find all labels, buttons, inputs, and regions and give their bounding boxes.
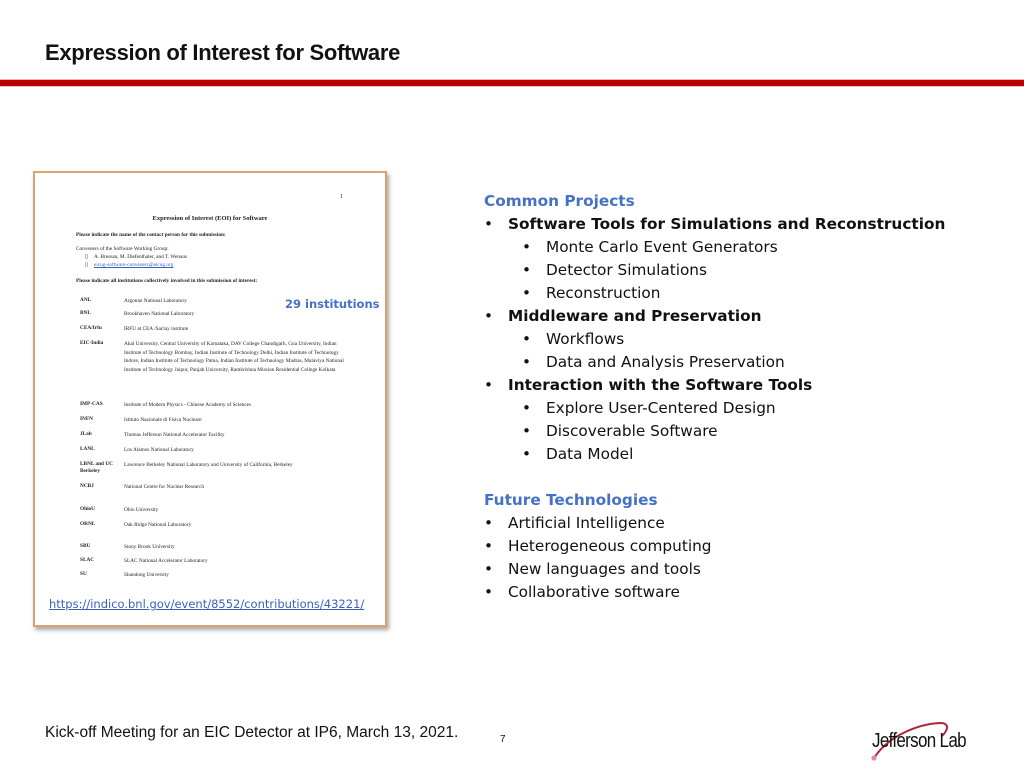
institution-row: NCBJ National Centre for Nuclear Research: [80, 483, 205, 490]
bullet-box-icon: ▯: [85, 254, 88, 260]
bullet-icon: •: [522, 422, 532, 440]
institution-row: SBU Stony Brook University: [80, 543, 175, 550]
title-divider: [0, 79, 1024, 87]
institutions-question: Please indicate all institutions collectively involved in this submission of interest:: [76, 278, 258, 284]
institution-row: ANL Argonne National Laboratory: [80, 297, 187, 304]
institution-row: ORNL Oak Ridge National Laboratory: [80, 521, 192, 528]
bullet-icon: •: [484, 514, 494, 532]
future-technologies-heading: Future Technologies: [484, 491, 658, 509]
list-item: • Interaction with the Software Tools: [484, 374, 945, 397]
list-subitem: • Detector Simulations: [484, 259, 945, 282]
institution-row: SU Shandong University: [80, 571, 169, 578]
bullet-icon: •: [522, 330, 532, 348]
bullet-icon: •: [484, 376, 494, 394]
institution-row: LBNL and UC Berkeley Lawrence Berkeley National Laboratory and University of California, Berkeley: [80, 461, 293, 474]
institution-row: SLAC SLAC National Accelerator Laboratory: [80, 557, 208, 564]
institution-row: JLab Thomas Jefferson National Accelerator Facility: [80, 431, 225, 438]
list-subitem: • Workflows: [484, 328, 945, 351]
jefferson-lab-logo: Jefferson Lab: [868, 718, 988, 764]
bullet-icon: •: [484, 537, 494, 555]
list-subitem: • Data Model: [484, 443, 945, 466]
institutions-count-badge: 29 institutions: [285, 297, 380, 311]
conveners-names: ▯ A. Bressan, M. Diefenthaler, and T. Wenaus: [85, 254, 188, 260]
list-subitem: • Reconstruction: [484, 282, 945, 305]
list-item: • Collaborative software: [484, 581, 945, 604]
bullet-icon: •: [484, 215, 494, 233]
list-subitem: • Monte Carlo Event Generators: [484, 236, 945, 259]
slide-title: Expression of Interest for Software: [45, 40, 401, 65]
bullet-icon: •: [522, 399, 532, 417]
eoi-document-image: [33, 171, 387, 627]
list-item: • Artificial Intelligence: [484, 512, 945, 535]
contact-question: Please indicate the name of the contact person for this submission:: [76, 232, 226, 238]
institution-row: BNL Brookhaven National Laboratory: [80, 310, 195, 317]
bullet-icon: •: [522, 284, 532, 302]
bullet-icon: •: [484, 583, 494, 601]
list-subitem: • Discoverable Software: [484, 420, 945, 443]
slide-page-number: 7: [500, 734, 506, 745]
institution-row: EIC-India Akal University, Central University of Karnataka, DAV College Chandigarh, Goa University, Indian Institute of Technology Bombay, Indian Institute of Technology Delhi, Indian Institute of Technology Indore, Indian Institute of Technology Patna, Indian Institute of Technology Madras, Malaviya National Institute of Technology Jaipur, Panjab University, Ramkrishna Mission Residential College Kolkata: [80, 340, 344, 374]
list-item: • Software Tools for Simulations and Reconstruction: [484, 213, 945, 236]
institution-row: IMP-CAS Institute of Modern Physics - Chinese Academy of Sciences: [80, 401, 252, 408]
bullet-box-icon: ▯: [85, 262, 88, 268]
bullet-icon: •: [522, 445, 532, 463]
conveners-label: Conveners of the Software Working Group:: [76, 246, 169, 252]
footer-text: Kick-off Meeting for an EIC Detector at IP6, March 13, 2021.: [45, 724, 459, 741]
list-item: • New languages and tools: [484, 558, 945, 581]
list-subitem: • Data and Analysis Preservation: [484, 351, 945, 374]
document-page-number: 1: [340, 194, 343, 200]
bullet-icon: •: [484, 307, 494, 325]
institution-row: LANL Los Alamos National Laboratory: [80, 446, 194, 453]
bullet-icon: •: [522, 261, 532, 279]
conveners-email: [85, 262, 173, 268]
institution-row: OhioU Ohio University: [80, 506, 159, 513]
conveners-email-link[interactable]: eicug-software-conveners@eicug.org: [94, 262, 174, 268]
document-title: Expression of Interest (EOI) for Software: [152, 215, 268, 222]
institution-row: CEA/Irfu IRFU at CEA /Saclay institute: [80, 325, 189, 332]
list-subitem: • Explore User-Centered Design: [484, 397, 945, 420]
content-list: [484, 190, 945, 604]
common-projects-heading: Common Projects: [484, 192, 635, 210]
bullet-icon: •: [484, 560, 494, 578]
list-item: • Middleware and Preservation: [484, 305, 945, 328]
spacer: [484, 466, 945, 489]
list-item: • Heterogeneous computing: [484, 535, 945, 558]
bullet-icon: •: [522, 238, 532, 256]
indico-link[interactable]: https://indico.bnl.gov/event/8552/contributions/43221/: [49, 597, 365, 611]
bullet-icon: •: [522, 353, 532, 371]
institution-row: INFN Istituto Nazionale di Fisica Nucleare: [80, 416, 202, 423]
